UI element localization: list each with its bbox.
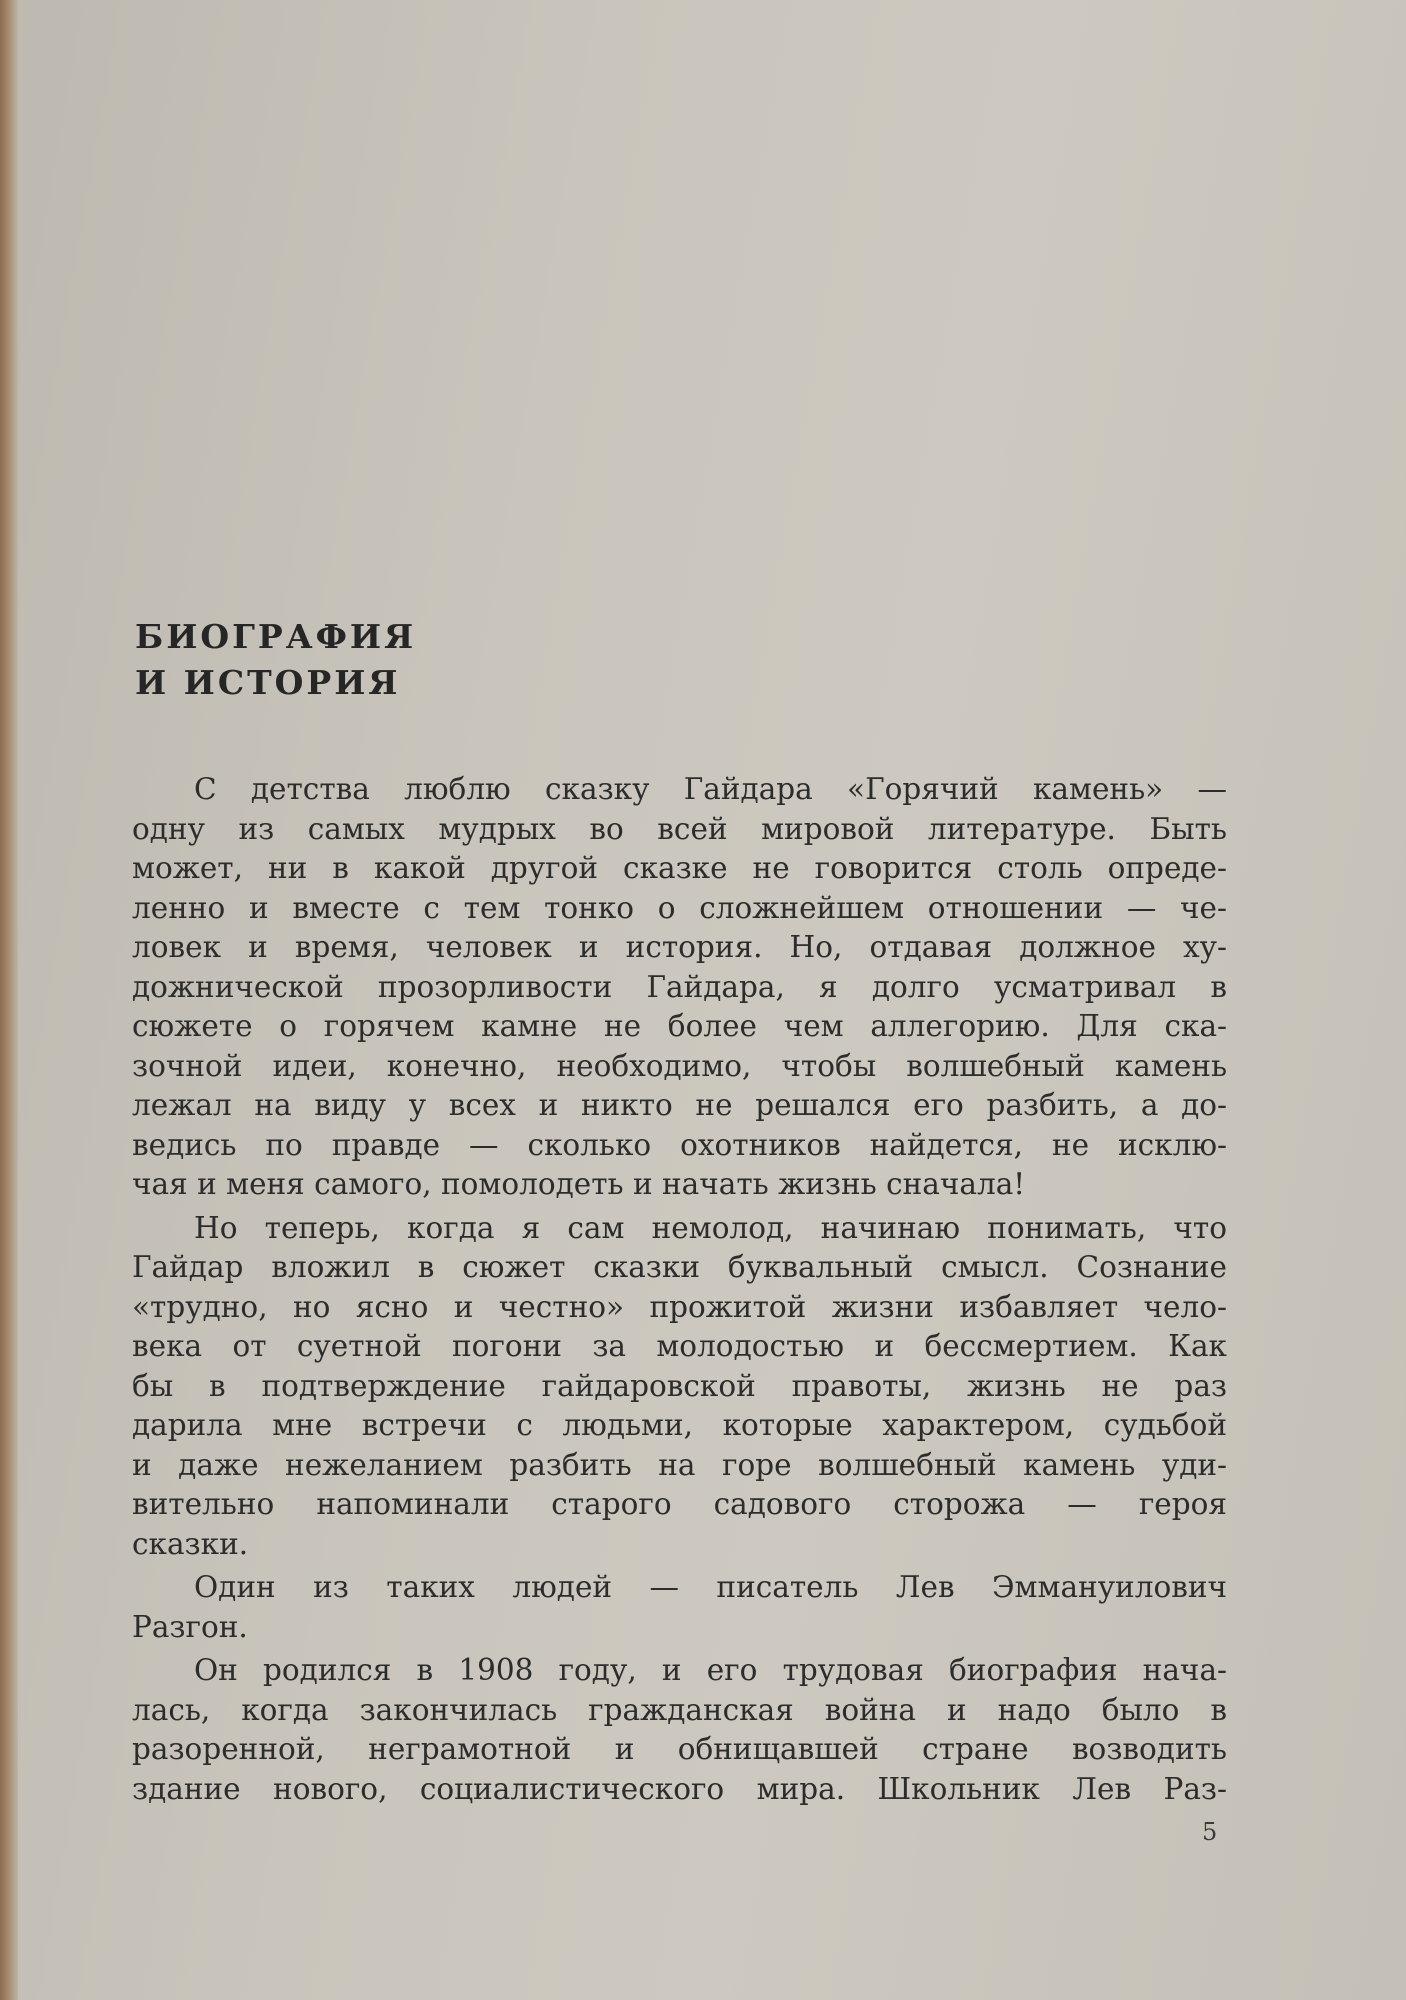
text-line: сказки.	[132, 1526, 249, 1561]
text-line: Он родился в 1908 году, и его трудовая биография нача-	[194, 1653, 1227, 1687]
text-line: Один из таких людей — писатель Лев Эммануилович	[194, 1570, 1227, 1604]
text-line: разоренной, неграмотной и обнищавшей стране возводить	[132, 1732, 1227, 1766]
text-line: вительно напоминали старого садового сторожа — героя	[132, 1487, 1227, 1521]
book-spine-edge	[0, 0, 18, 2000]
body-text	[132, 770, 1227, 1813]
text-line: сюжете о горячем камне не более чем аллегорию. Для ска-	[132, 1009, 1227, 1043]
chapter-heading-line-2: И ИСТОРИЯ	[135, 663, 401, 703]
text-line: ловек и время, человек и история. Но, отдавая должное ху-	[132, 930, 1227, 964]
text-line: здание нового, социалистического мира. Школьник Лев Раз-	[132, 1771, 1227, 1806]
paragraph-2	[132, 1209, 1227, 1565]
chapter-heading-line-1: БИОГРАФИЯ	[135, 617, 417, 657]
chapter-heading	[135, 614, 416, 706]
text-line: ленно и вместе с тем тонко о сложнейшем отношении — че-	[132, 890, 1227, 925]
text-line: Разгон.	[132, 1609, 248, 1644]
text-line: С детства люблю сказку Гайдара «Горячий камень» —	[194, 772, 1227, 806]
text-line: зочной идеи, конечно, необходимо, чтобы волшебный камень	[132, 1048, 1227, 1083]
text-line: может, ни в какой другой сказке не говорится столь опреде-	[132, 851, 1227, 885]
text-line: одну из самых мудрых во всей мировой литературе. Быть	[132, 811, 1227, 846]
paragraph-3	[132, 1568, 1227, 1647]
text-line: чая и меня самого, помолодеть и начать жизнь сначала!	[132, 1167, 1026, 1201]
text-line: дожнической прозорливости Гайдара, я долго усматривал в	[132, 969, 1227, 1004]
text-line: «трудно, но ясно и честно» прожитой жизни избавляет чело-	[132, 1289, 1227, 1324]
text-line: века от суетной погони за молодостью и бессмертием. Как	[132, 1329, 1227, 1363]
text-line: Но теперь, когда я сам немолод, начинаю понимать, что	[194, 1210, 1227, 1245]
text-line: лась, когда закончилась гражданская война и надо было в	[132, 1692, 1227, 1727]
page-number: 5	[1202, 1818, 1218, 1846]
text-line: и даже нежеланием разбить на горе волшебный камень уди-	[132, 1447, 1227, 1482]
text-line: дарила мне встречи с людьми, которые характером, судьбой	[132, 1408, 1227, 1442]
text-line: бы в подтверждение гайдаровской правоты, жизнь не раз	[132, 1368, 1227, 1403]
paragraph-1	[132, 770, 1227, 1205]
text-line: ведись по правде — сколько охотников найдется, не исклю-	[132, 1127, 1227, 1162]
paragraph-4	[132, 1651, 1227, 1809]
text-line: лежал на виду у всех и никто не решался его разбить, а до-	[132, 1088, 1227, 1122]
text-line: Гайдар вложил в сюжет сказки буквальный смысл. Сознание	[132, 1250, 1227, 1284]
